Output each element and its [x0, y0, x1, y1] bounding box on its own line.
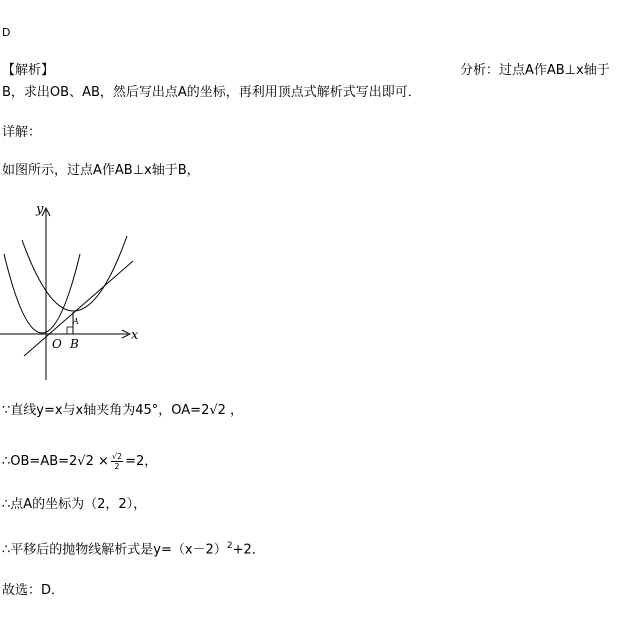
- step-1: ∵直线y=x与x轴夹角为45°，OA=2√2 ，: [2, 403, 244, 418]
- step-2-pre: ∴OB=AB=2√2 ×: [2, 454, 109, 469]
- analysis-text-cont: B，求出OB、AB，然后写出点A的坐标，再利用顶点式解析式写出即可．: [2, 85, 421, 100]
- point-b-label: B: [70, 337, 79, 351]
- step-2: [2, 452, 157, 471]
- original-parabola: [4, 254, 80, 333]
- step-4-post: +2．: [232, 542, 265, 558]
- fraction-root2-over-2: [111, 452, 123, 471]
- step-4-exponent: 2: [226, 541, 233, 551]
- x-axis-label: x: [131, 328, 139, 343]
- y-axis-label: y: [36, 202, 44, 217]
- step-4-pre: ∴平移后的抛物线解析式是y=（x－2）: [2, 542, 227, 558]
- analysis-text-head: 分析：过点A作AB⊥x轴于: [460, 63, 610, 78]
- conclusion: 故选：D．: [2, 583, 65, 598]
- function-graph-figure: [0, 198, 150, 380]
- right-angle-mark: [67, 327, 73, 334]
- step-3: ∴点A的坐标为（2，2），: [2, 497, 147, 512]
- analysis-section-label: 【解析】: [2, 63, 55, 78]
- detail-intro: 如图所示，过点A作AB⊥x轴于B，: [2, 163, 200, 178]
- fraction-denominator: 2: [114, 462, 120, 471]
- detail-label: 详解：: [2, 125, 42, 140]
- origin-label: O: [52, 337, 62, 351]
- point-a-label: A: [73, 317, 79, 326]
- step-4: [2, 537, 265, 559]
- answer-letter: D: [2, 26, 11, 39]
- step-2-post: =2，: [125, 454, 158, 469]
- fraction-numerator: √2: [111, 452, 123, 461]
